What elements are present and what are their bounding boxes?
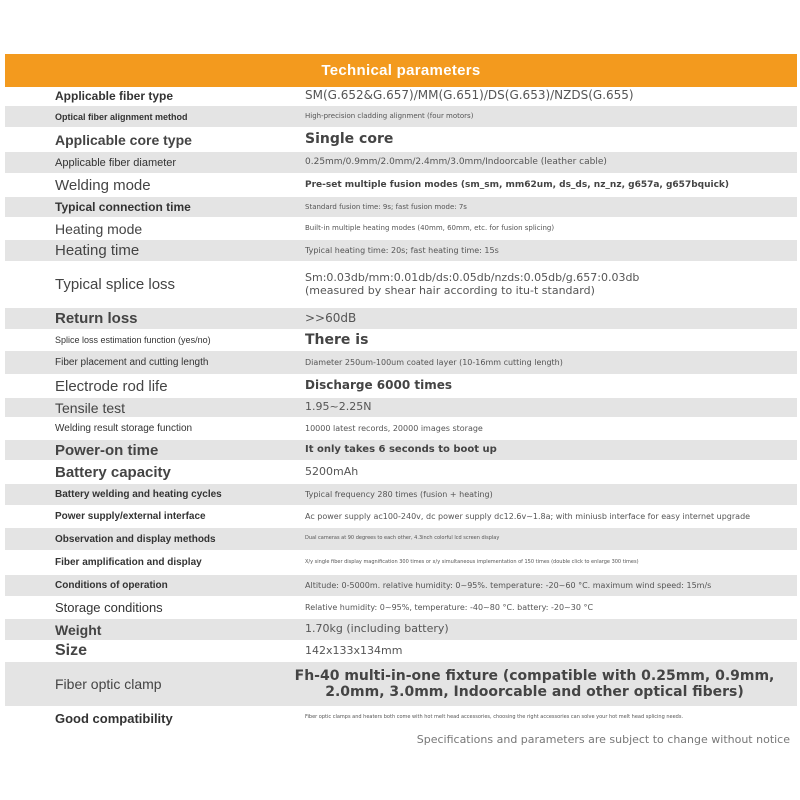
row-value: 142x133x134mm <box>305 643 403 657</box>
row-label: Welding mode <box>55 176 151 194</box>
table-row <box>5 484 797 506</box>
row-label: Return loss <box>55 310 138 327</box>
row-value: Relative humidity: 0~95%, temperature: -40~80 °C. battery: -20~30 °C <box>305 602 594 612</box>
table-row <box>5 351 797 375</box>
table-row <box>5 128 797 152</box>
row-label: Fiber amplification and display <box>55 557 202 568</box>
table-row <box>5 641 797 662</box>
table-row <box>5 551 797 575</box>
row-value: Discharge 6000 times <box>305 378 453 393</box>
row-value: High-precision cladding alignment (four motors) <box>305 112 474 121</box>
row-label: Storage conditions <box>55 600 163 615</box>
row-value: 1.95~2.25N <box>305 400 372 414</box>
row-label: Battery capacity <box>55 463 171 481</box>
spec-table <box>5 87 797 730</box>
table-row <box>5 330 797 351</box>
table-row <box>5 461 797 484</box>
row-label: Power supply/external interface <box>55 511 206 522</box>
row-label: Heating time <box>55 242 140 259</box>
row-label: Conditions of operation <box>55 580 168 591</box>
table-row <box>5 398 797 418</box>
row-value: Built-in multiple heating modes (40mm, 60mm, etc. for fusion splicing) <box>305 224 555 233</box>
row-value: Dual cameras at 90 degrees to each other, 4.3inch colorful lcd screen display <box>305 535 500 542</box>
row-value: 10000 latest records, 20000 images storage <box>305 423 483 433</box>
row-value: 0.25mm/0.9mm/2.0mm/2.4mm/3.0mm/Indoorcable (leather cable) <box>305 157 607 168</box>
footnote: Specifications and parameters are subject to change without notice <box>416 733 790 746</box>
table-row <box>5 707 797 730</box>
table-title: Technical parameters <box>321 62 481 79</box>
table-row <box>5 106 797 128</box>
table-header <box>5 54 797 87</box>
row-label: Applicable fiber type <box>55 89 174 103</box>
row-label: Size <box>55 642 88 659</box>
table-row <box>5 218 797 240</box>
table-row <box>5 308 797 330</box>
row-value: X/y single fiber display magnification 300 times or x/y simultaneous implementation of 150 times (double click to enlarge 300 times) <box>305 558 639 565</box>
row-value: 5200mAh <box>305 464 359 478</box>
row-value: SM(G.652&G.657)/MM(G.651)/DS(G.653)/NZDS(G.655) <box>305 88 634 103</box>
table-row <box>5 87 797 106</box>
table-row <box>5 375 797 398</box>
row-value: Standard fusion time: 9s; fast fusion mode: 7s <box>305 202 467 211</box>
row-value: Typical frequency 280 times (fusion + heating) <box>305 489 493 499</box>
row-value: Ac power supply ac100-240v, dc power supply dc12.6v~1.8a; with miniusb interface for easy internet upgrade <box>305 511 751 521</box>
row-label: Battery welding and heating cycles <box>55 489 222 500</box>
row-value: There is <box>305 331 369 348</box>
table-row <box>5 240 797 262</box>
row-value: >>60dB <box>305 310 357 325</box>
row-label: Tensile test <box>55 399 126 416</box>
row-value: Fiber optic clamps and heaters both come with hot melt head accessories, choosing the right accessories can solve your hot melt head splicing needs. <box>305 714 684 721</box>
table-row <box>5 575 797 597</box>
row-label: Typical connection time <box>55 200 191 214</box>
row-value: Single core <box>305 131 394 148</box>
table-row <box>5 662 797 707</box>
row-label: Good compatibility <box>55 710 173 726</box>
row-label: Optical fiber alignment method <box>55 111 188 122</box>
row-label: Electrode rod life <box>55 377 168 395</box>
row-label: Applicable core type <box>55 131 192 148</box>
table-row <box>5 597 797 619</box>
table-row <box>5 174 797 197</box>
row-label: Heating mode <box>55 220 143 237</box>
table-row <box>5 506 797 528</box>
table-row <box>5 619 797 641</box>
table-row <box>5 418 797 440</box>
row-value: Typical heating time: 20s; fast heating time: 15s <box>305 245 499 255</box>
row-value: Fh-40 multi-in-one fixture (compatible with 0.25mm, 0.9mm, 2.0mm, 3.0mm, Indoorcable and other optical fibers) <box>294 667 775 700</box>
row-label: Power-on time <box>55 441 159 459</box>
row-value: It only takes 6 seconds to boot up <box>305 444 497 456</box>
row-value: Sm:0.03db/mm:0.01db/ds:0.05db/nzds:0.05db/g.657:0.03db (measured by shear hair according to itu-t standard) <box>305 270 640 297</box>
table-row <box>5 152 797 174</box>
row-value: Diameter 250um-100um coated layer (10-16mm cutting length) <box>305 357 563 367</box>
row-label: Weight <box>55 621 102 638</box>
row-value: 1.70kg (including battery) <box>305 622 449 636</box>
table-row <box>5 197 797 218</box>
table-row <box>5 440 797 461</box>
row-value: Pre-set multiple fusion modes (sm_sm, mm62um, ds_ds, nz_nz, g657a, g657bquick) <box>305 179 730 190</box>
row-value: Altitude: 0-5000m. relative humidity: 0~95%. temperature: -20~60 °C. maximum wind speed: 15m/s <box>305 580 712 590</box>
row-label: Fiber optic clamp <box>55 676 162 692</box>
table-row <box>5 262 797 308</box>
row-label: Splice loss estimation function (yes/no) <box>55 335 211 345</box>
row-label: Fiber placement and cutting length <box>55 357 209 368</box>
row-label: Typical splice loss <box>55 276 176 293</box>
table-row <box>5 528 797 551</box>
row-label: Applicable fiber diameter <box>55 156 177 169</box>
row-label: Welding result storage function <box>55 423 193 434</box>
row-label: Observation and display methods <box>55 533 216 545</box>
